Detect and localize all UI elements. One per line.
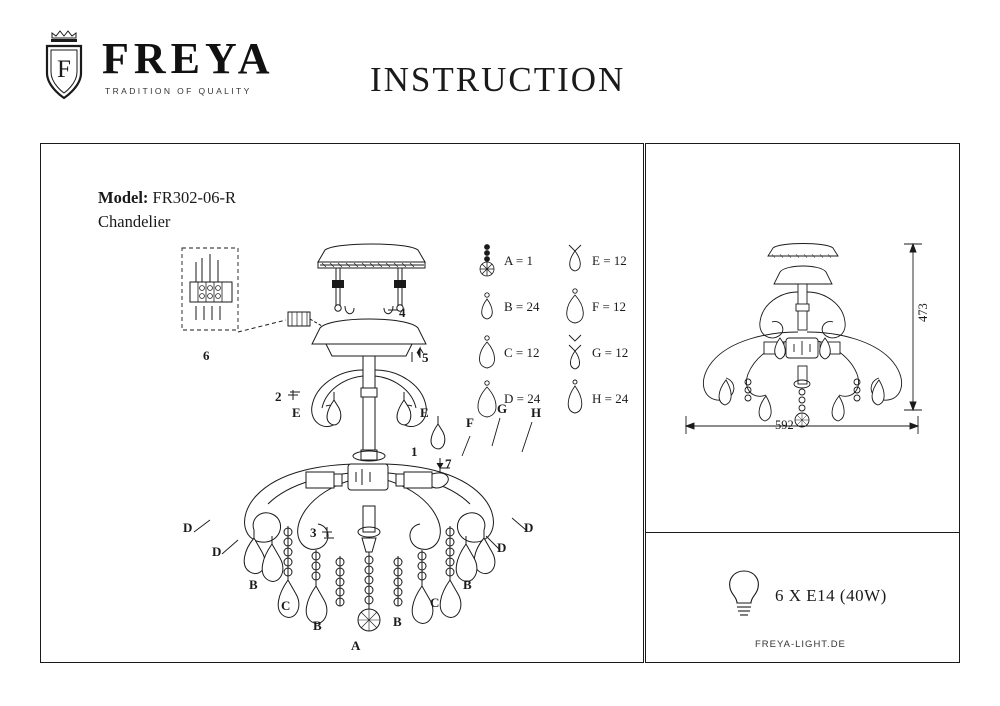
legend-item-F (558, 284, 628, 330)
model-line (98, 188, 236, 208)
legend-item-E (558, 238, 628, 284)
marker-H: H (531, 405, 542, 420)
legend-label-F: F = 12 (592, 299, 627, 314)
callout-5: 5 (422, 350, 429, 365)
marker-B-3: B (313, 618, 322, 633)
bulb-spec-label: 6 X E14 (40W) (775, 586, 887, 605)
legend-column-right (558, 238, 628, 422)
small-drop-icon (470, 285, 504, 329)
marker-C-2: C (430, 595, 440, 610)
page-title: INSTRUCTION (370, 60, 626, 99)
callout-3: 3 (310, 525, 317, 540)
marker-E-right: E (420, 405, 429, 420)
drop-on-pin-icon (558, 239, 592, 283)
callout-1: 1 (411, 444, 418, 459)
marker-B-2: B (463, 577, 472, 592)
svg-text:F: F (57, 56, 71, 83)
legend-label-B: B = 24 (504, 299, 540, 314)
marker-F: F (466, 415, 474, 430)
legend-label-D: D = 24 (504, 391, 541, 406)
brand-logo (40, 25, 275, 97)
legend-column-left (470, 238, 540, 422)
legend-item-D (470, 376, 540, 422)
website-label: FREYA-LIGHT.DE (755, 639, 846, 650)
legend-item-A (470, 238, 540, 284)
model-label: Model: (98, 188, 149, 207)
long-drop-icon (558, 377, 592, 421)
callout-4: 4 (399, 305, 406, 320)
legend-item-G (558, 330, 628, 376)
dimension-lines (668, 230, 958, 510)
medium-drop-icon (470, 331, 504, 375)
marker-D-2: D (212, 544, 222, 559)
marker-B-4: B (393, 614, 402, 629)
legend-item-B (470, 284, 540, 330)
legend-label-H: H = 24 (592, 391, 629, 406)
marker-D-3: D (497, 540, 507, 555)
legend-item-H (558, 376, 628, 422)
bulb-icon (722, 565, 766, 621)
legend-label-C: C = 12 (504, 345, 540, 360)
double-bead-drop-icon (558, 331, 592, 375)
callout-7: 7 (445, 456, 452, 471)
crystal-ball-icon (470, 239, 504, 283)
dimension-height: 473 (916, 303, 930, 322)
brand-name: FREYA (102, 34, 275, 83)
marker-E-left: E (292, 405, 301, 420)
marker-A: A (351, 638, 361, 653)
marker-G: G (497, 401, 508, 416)
large-drop-icon (470, 377, 504, 421)
legend-label-G: G = 12 (592, 345, 629, 360)
marker-D-1: D (183, 520, 193, 535)
legend-label-A: A = 1 (504, 253, 534, 268)
brand-text (102, 34, 275, 96)
legend-label-E: E = 12 (592, 253, 627, 268)
brand-tagline: TRADITION OF QUALITY (105, 86, 252, 96)
product-type: Chandelier (98, 212, 171, 231)
marker-D-4: D (524, 520, 534, 535)
shield-crest-icon (40, 25, 88, 97)
callout-6: 6 (203, 348, 210, 363)
callout-2: 2 (275, 389, 282, 404)
marker-C-1: C (281, 598, 291, 613)
page-header (0, 0, 1000, 130)
marker-leader-lines (170, 400, 590, 660)
legend-item-C (470, 330, 540, 376)
dimension-width: 592 (775, 418, 794, 432)
teardrop-pendant-icon (558, 285, 592, 329)
marker-B-1: B (249, 577, 258, 592)
model-code: FR302-06-R (152, 188, 236, 207)
